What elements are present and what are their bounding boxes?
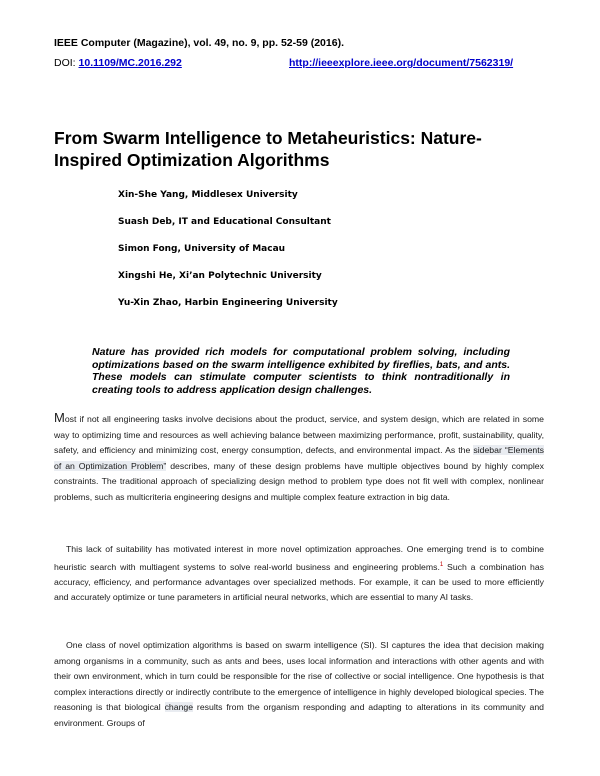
paper-title: From Swarm Intelligence to Metaheuristics: Nature-Inspired Optimization Algorithms bbox=[54, 128, 482, 170]
author-2: Suash Deb, IT and Educational Consultant bbox=[118, 217, 331, 227]
body-paragraph-1: Most if not all engineering tasks involve decisions about the product, service, and system design, which are related in some way to optimizing time and resources as well achieving balance between maximizing performance, profit, sustainability, quality, safety, and efficiency and minimizing cost, energy consumption, defects, and environmental impact. As the sidebar “Elements of an Optimization Problem” describes, many of these design problems have multiple objectives bound by highly complex constraints. The traditional approach of specializing design method to problem type does not fit well with complex, nonlinear problems, such as multicriteria engineering designs and multiple complex feature extraction in big data. bbox=[54, 410, 544, 502]
author-4: Xingshi He, Xi’an Polytechnic University bbox=[118, 271, 322, 281]
doi-label: DOI: bbox=[54, 57, 79, 69]
footnote-marker[interactable]: 1 bbox=[439, 561, 444, 568]
doi-link[interactable]: 10.1109/MC.2016.292 bbox=[78, 57, 182, 69]
body-paragraph-3: One class of novel optimization algorithms is based on swarm intelligence (SI). SI captures the idea that decision making among organisms in a community, such as ants and bees, uses local information and interactions with other agents and with their own environment, which in turn could be responsible for the rise of collective or social intelligence. One hypothesis is that complex interactions directly or indirectly contribute to the emergence of intelligence in highly developed biological species. The reasoning is that biological change results from the organism responding and adapting to alterations in its community and environment. Groups of bbox=[54, 640, 544, 728]
author-1: Xin-She Yang, Middlesex University bbox=[118, 190, 298, 200]
abstract: Nature has provided rich models for computational problem solving, including optimizations based on the swarm intelligence exhibited by fireflies, bats, and ants. These models can stimulate computer scientists to think nontraditionally in creating tools to address application design challenges. bbox=[92, 346, 510, 396]
drop-cap: M bbox=[54, 410, 65, 425]
doi-line bbox=[54, 57, 524, 69]
citation-line: IEEE Computer (Magazine), vol. 49, no. 9, pp. 52-59 (2016). bbox=[54, 37, 344, 49]
author-5: Yu-Xin Zhao, Harbin Engineering University bbox=[118, 298, 338, 308]
highlighted-word: change bbox=[164, 702, 194, 712]
ieee-url-link[interactable]: http://ieeexplore.ieee.org/document/7562319/ bbox=[289, 57, 514, 69]
author-3: Simon Fong, University of Macau bbox=[118, 244, 286, 254]
sidebar-reference: sidebar “Elements of an Optimization Problem” bbox=[54, 445, 544, 471]
body-paragraph-2: This lack of suitability has motivated interest in more novel optimization approaches. One emerging trend is to combine heuristic search with multiagent systems to solve real-world business and engineering problems.$^1$ Such a combination has accuracy, efficiency, and performance advantages over specialized methods. For example, it can be used to more efficiently and accurately optimize or tune parameters in artificial neural networks, which are essential to many AI tasks. bbox=[54, 544, 544, 603]
